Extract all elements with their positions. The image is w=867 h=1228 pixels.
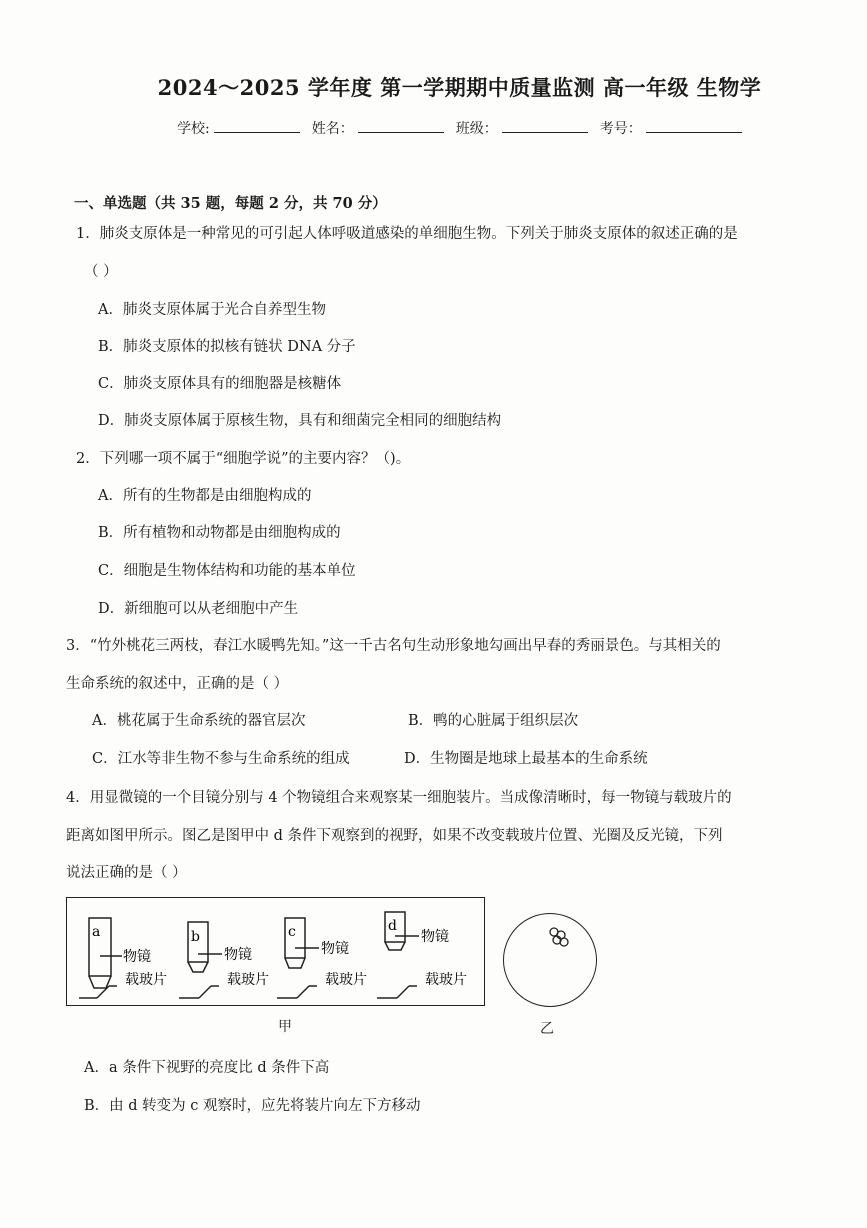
q4-option-b: B．由 d 转变为 c 观察时，应先将装片向左下方移动 (84, 1098, 421, 1114)
q2-option-c: C．细胞是生物体结构和功能的基本单位 (98, 563, 356, 579)
q3-option-a: A．桃花属于生命系统的器官层次 (92, 713, 306, 729)
q4-stem-line-2: 距离如图甲所示。图乙是图甲中 d 条件下观察到的视野，如果不改变载玻片位置、光圈及反光镜，下列 (66, 828, 723, 844)
school-label: 学校: (177, 121, 210, 137)
q1-option-d: D．肺炎支原体属于原核生物，具有和细菌完全相同的细胞结构 (98, 413, 502, 429)
objective-lens-diagram (67, 898, 483, 1004)
q1-stem-line-1: 1．肺炎支原体是一种常见的可引起人体呼吸道感染的单细胞生物。下列关于肺炎支原体的叙述正确的是 (76, 226, 738, 242)
q4-stem-line-3: 说法正确的是（ ） (66, 865, 187, 881)
class-blank[interactable] (502, 118, 588, 133)
slide-b-label: 载玻片 (227, 972, 269, 988)
slide-c-label: 载玻片 (325, 972, 367, 988)
slide-d-label: 载玻片 (425, 972, 467, 988)
section-title: 一、单选题（共 35 题，每题 2 分，共 70 分） (74, 195, 387, 212)
q4-stem-line-1: 4．用显微镜的一个目镜分别与 4 个物镜组合来观察某一细胞装片。当成像清晰时，每一物镜与载玻片的 (66, 790, 732, 806)
q1-option-a: A．肺炎支原体属于光合自养型生物 (98, 302, 326, 318)
lens-c (277, 918, 367, 998)
lens-b-label: 物镜 (224, 947, 252, 963)
figure-jia-box (66, 897, 485, 1006)
lens-d-letter: d (388, 918, 397, 934)
q3-option-d: D．生物圈是地球上最基本的生命系统 (404, 751, 648, 767)
lens-a-letter: a (92, 924, 101, 940)
school-blank[interactable] (214, 118, 300, 133)
q2-option-d: D．新细胞可以从老细胞中产生 (98, 601, 299, 617)
q1-option-c: C．肺炎支原体具有的细胞器是核糖体 (98, 376, 342, 392)
figure-yi-caption: 乙 (540, 1021, 554, 1037)
slide-a-label: 载玻片 (125, 972, 167, 988)
name-label: 姓名： (311, 121, 354, 137)
lens-b (179, 922, 269, 998)
q3-option-c: C．江水等非生物不参与生命系统的组成 (92, 751, 350, 767)
lens-d (377, 912, 467, 998)
q2-option-b: B．所有植物和动物都是由细胞构成的 (98, 525, 341, 541)
q3-stem-line-1: 3．“竹外桃花三两枝，春江水暖鸭先知。”这一千古名句生动形象地勾画出早春的秀丽景色。与其相关的 (66, 638, 721, 654)
lens-c-label: 物镜 (321, 941, 349, 957)
cells-in-view (504, 914, 596, 1006)
figure-yi-field-of-view (503, 913, 597, 1007)
q1-stem-line-2: （ ） (84, 264, 118, 280)
q4-option-a: A．a 条件下视野的亮度比 d 条件下高 (84, 1060, 330, 1076)
lens-a (79, 918, 167, 998)
q2-stem-line-1: 2．下列哪一项不属于“细胞学说”的主要内容？（)。 (76, 451, 411, 467)
q3-stem-line-2: 生命系统的叙述中，正确的是（ ） (66, 676, 289, 692)
class-label: 班级： (455, 121, 498, 137)
lens-c-letter: c (288, 924, 296, 940)
q3-option-b: B．鸭的心脏属于组织层次 (408, 713, 579, 729)
figure-jia-caption: 甲 (278, 1019, 292, 1035)
student-info-row (177, 118, 750, 138)
lens-d-label: 物镜 (421, 929, 449, 945)
exam-number-blank[interactable] (646, 118, 742, 133)
exam-title: 2024～2025 学年度 第一学期期中质量监测 高一年级 生物学 (157, 75, 762, 100)
lens-a-label: 物镜 (123, 949, 151, 965)
name-blank[interactable] (358, 118, 444, 133)
exam-number-label: 考号： (599, 121, 642, 137)
q2-option-a: A．所有的生物都是由细胞构成的 (98, 488, 312, 504)
q1-option-b: B．肺炎支原体的拟核有链状 DNA 分子 (98, 339, 356, 355)
lens-b-letter: b (191, 929, 200, 945)
